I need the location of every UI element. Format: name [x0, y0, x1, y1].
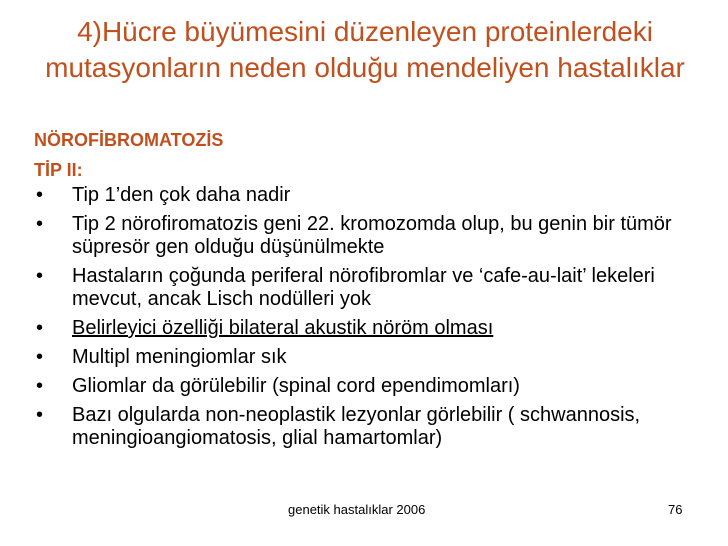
bullet-marker: • — [36, 184, 44, 206]
bullet-text: Multipl meningiomlar sık — [72, 346, 287, 368]
bullet-item — [34, 404, 684, 450]
page-number: 76 — [668, 502, 683, 517]
bullet-text: Bazı olgularda non-neoplastik lezyonlar görlebilir ( schwannosis, meningioangiomatosis, glial hamartomlar) — [72, 404, 641, 449]
bullet-item — [34, 375, 684, 398]
bullet-item — [34, 265, 684, 311]
bullet-marker: • — [36, 375, 44, 397]
bullet-text: Tip 1’den çok daha nadir — [72, 184, 291, 206]
section-heading-tip-ii: TİP II: — [34, 160, 83, 180]
footer-text: genetik hastalıklar 2006 — [288, 502, 426, 517]
slide-title: 4)Hücre büyümesini düzenleyen proteinlerdeki mutasyonların neden olduğu mendeliyen hastalıklar — [45, 16, 685, 83]
bullet-marker: • — [36, 213, 44, 235]
bullet-text: Gliomlar da görülebilir (spinal cord ependimomları) — [72, 375, 520, 397]
bullet-item — [34, 213, 684, 259]
bullet-marker: • — [36, 404, 44, 426]
bullet-marker: • — [36, 265, 44, 287]
bullet-marker: • — [36, 346, 44, 368]
bullet-text: Tip 2 nörofiromatozis geni 22. kromozomda olup, bu genin bir tümör süpresör gen olduğu düşünülmekte — [72, 213, 672, 258]
bullet-list — [34, 184, 684, 456]
bullet-marker: • — [36, 317, 44, 339]
bullet-text-underlined: Belirleyici özelliği bilateral akustik nöröm olması — [72, 317, 494, 339]
bullet-item — [34, 346, 684, 369]
bullet-item — [34, 184, 684, 207]
bullet-text: Hastaların çoğunda periferal nörofibromlar ve ‘cafe-au-lait’ lekeleri mevcut, ancak Lisch nodülleri yok — [72, 265, 655, 310]
section-heading-norofibromatozis: NÖROFİBROMATOZİS — [34, 130, 224, 150]
bullet-item — [34, 317, 684, 340]
